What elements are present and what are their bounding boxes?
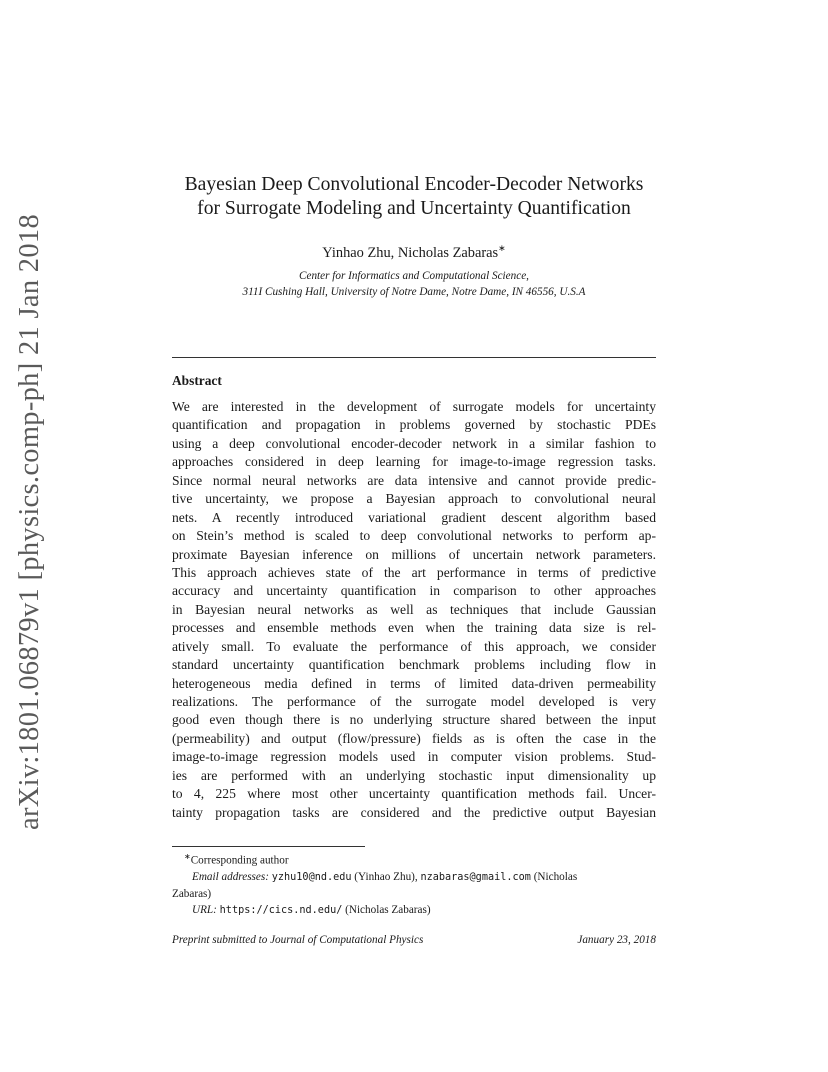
url-label: URL: bbox=[192, 903, 217, 916]
footnotes bbox=[172, 849, 656, 919]
footnote-emails bbox=[172, 869, 656, 886]
abstract-line: accuracy and uncertainty quantification in comparison to other approaches bbox=[172, 583, 656, 599]
email-owner-zabaras: (Nicholas bbox=[533, 870, 578, 883]
abstract-line: image-to-image regression models used in computer vision problems. Stud- bbox=[172, 749, 656, 765]
abstract-line: heterogeneous media defined in terms of limited data-driven permeability bbox=[172, 675, 656, 691]
affiliation bbox=[100, 268, 728, 300]
footnote-mark: ∗ bbox=[184, 852, 191, 861]
footnote-rule bbox=[172, 846, 365, 847]
footnote-url bbox=[172, 902, 656, 919]
preprint-note: Preprint submitted to Journal of Computational Physics bbox=[172, 934, 424, 946]
abstract-line: proximate Bayesian inference on millions of uncertain network parameters. bbox=[172, 546, 656, 562]
abstract-line: ies are performed with an underlying stochastic input dimensionality up bbox=[172, 767, 656, 783]
email-owner-zhu: (Yinhao Zhu), bbox=[354, 870, 418, 883]
abstract-heading: Abstract bbox=[172, 373, 222, 388]
title-line: Bayesian Deep Convolutional Encoder-Decoder Networks bbox=[184, 174, 644, 195]
abstract-line: to 4, 225 where most other uncertainty quantification methods fail. Uncer- bbox=[172, 786, 656, 802]
email-link-zhu[interactable]: yzhu10@nd.edu bbox=[271, 871, 352, 883]
email-link-zabaras[interactable]: nzabaras@gmail.com bbox=[420, 871, 531, 883]
abstract-line: good even though there is no underlying structure shared between the input bbox=[172, 712, 656, 728]
abstract-line: realizations. The performance of the surrogate model developed is very bbox=[172, 694, 656, 709]
abstract-body bbox=[172, 398, 656, 822]
corresponding-mark: ∗ bbox=[498, 243, 506, 253]
paper-title bbox=[100, 173, 728, 221]
preprint-date: January 23, 2018 bbox=[577, 934, 656, 946]
abstract-line: in Bayesian neural networks as well as techniques that include Gaussian bbox=[172, 601, 656, 617]
abstract-line: on Stein’s method is scaled to deep convolutional networks to perform ap- bbox=[172, 528, 656, 544]
abstract-line: processes and ensemble methods even when the training data size is rel- bbox=[172, 620, 656, 636]
abstract-line: standard uncertainty quantification benchmark problems including flow in bbox=[172, 657, 656, 673]
abstract-line: nets. A recently introduced variational gradient descent algorithm based bbox=[172, 509, 656, 525]
footnote-owner-continued: Zabaras) bbox=[172, 887, 212, 900]
url-link[interactable]: https://cics.nd.edu/ bbox=[219, 904, 343, 916]
abstract-line: This approach achieves state of the art performance in terms of predictive bbox=[172, 564, 656, 580]
abstract-line: atively small. To evaluate the performance of this approach, we consider bbox=[172, 638, 656, 654]
abstract-line: quantification and propagation in problems governed by stochastic PDEs bbox=[172, 417, 656, 433]
abstract-rule bbox=[172, 357, 656, 358]
author-list bbox=[100, 243, 728, 262]
preprint-footer bbox=[172, 934, 656, 946]
footnote-corresponding bbox=[172, 849, 656, 869]
corresponding-label: Corresponding author bbox=[190, 854, 289, 867]
title-line: for Surrogate Modeling and Uncertainty Quantification bbox=[197, 198, 631, 219]
abstract-line: approaches considered in deep learning for image-to-image regression tasks. bbox=[172, 454, 656, 470]
url-owner: (Nicholas Zabaras) bbox=[345, 903, 431, 916]
affiliation-line: 311I Cushing Hall, University of Notre Dame, Notre Dame, IN 46556, U.S.A bbox=[242, 286, 586, 298]
abstract-line: We are interested in the development of surrogate models for uncertainty bbox=[172, 399, 656, 414]
abstract-line: using a deep convolutional encoder-decoder network in a similar fashion to bbox=[172, 435, 656, 451]
email-label: Email addresses: bbox=[192, 870, 269, 883]
affiliation-line: Center for Informatics and Computational Science, bbox=[299, 270, 529, 282]
authors-text: Yinhao Zhu, Nicholas Zabaras bbox=[322, 244, 499, 261]
abstract-line: tainty propagation tasks are considered and the predictive output Bayesian bbox=[172, 804, 656, 820]
abstract-line: (permeability) and output (flow/pressure) fields as is often the case in the bbox=[172, 730, 656, 746]
arxiv-identifier-text: arXiv:1801.06879v1 [physics.comp-ph] 21 Jan 2018 bbox=[14, 214, 45, 830]
abstract-line: tive uncertainty, we propose a Bayesian approach to convolutional neural bbox=[172, 491, 656, 507]
abstract-line: Since normal neural networks are data intensive and cannot provide predic- bbox=[172, 472, 656, 488]
